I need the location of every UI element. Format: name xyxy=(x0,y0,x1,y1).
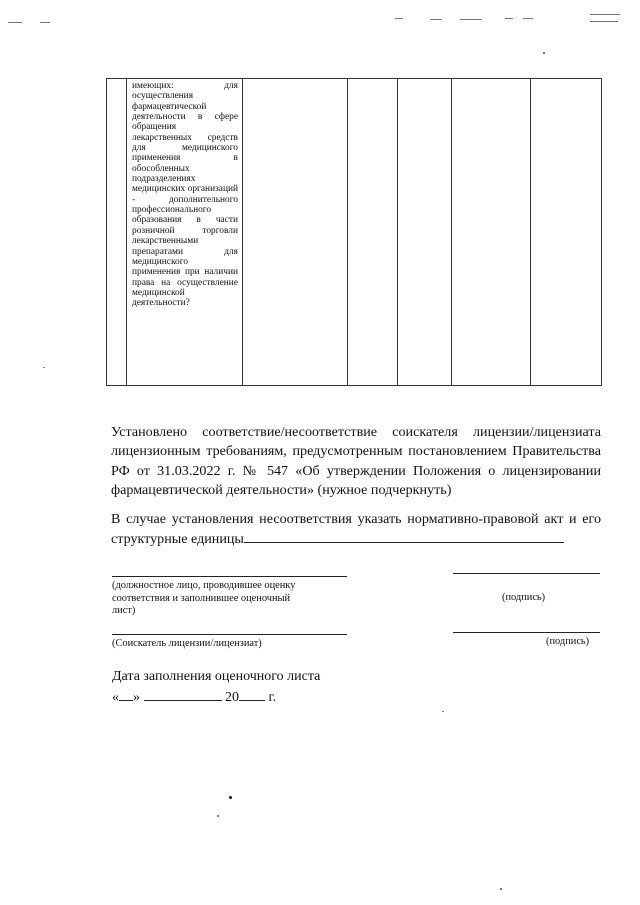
scan-mark xyxy=(505,18,513,19)
question-text: имеющих: для осуществления фармацевтической деятельности в сфере обращения лекарственных средств для медицинского применения в обособленных подразделениях медицинских организаций - дополнительного профессионального образования в части розничной торговли лекарственными препаратами для медицинского применения при наличии права на осуществление медицинской деятельности? xyxy=(132,81,238,309)
applicant-name-line[interactable] xyxy=(112,634,347,635)
nonconformity-text: В случае установления несоответствия указать нормативно-правовой акт и его структурные единицы xyxy=(111,511,601,548)
nonconformity-blank-line[interactable] xyxy=(244,529,564,543)
scan-mark xyxy=(43,367,45,368)
table-cell-number xyxy=(107,79,127,386)
table-cell xyxy=(398,79,452,386)
table-cell-question xyxy=(127,79,243,386)
day-open-quote: « xyxy=(112,690,119,705)
date-line xyxy=(112,687,276,707)
scan-mark xyxy=(590,21,618,22)
nonconformity-paragraph xyxy=(111,510,601,550)
scan-mark xyxy=(460,19,482,20)
conclusion-paragraph: Установлено соответствие/несоответствие соискателя лицензии/лицензиата лицензионным требованиям, предусмотренным постановлением Правительства РФ от 31.03.2022 г. № 547 «Об утверждении Положения о лицензировании фармацевтической деятельности» (нужное подчеркнуть) xyxy=(111,424,601,498)
signature-label-2: (подпись) xyxy=(546,636,590,647)
year-blank[interactable] xyxy=(239,687,265,701)
scan-mark xyxy=(8,22,22,23)
signature-label-1: (подпись) xyxy=(502,592,546,603)
scan-mark xyxy=(442,711,444,712)
month-blank[interactable] xyxy=(144,687,222,701)
scan-mark xyxy=(500,888,502,890)
official-signature-line[interactable] xyxy=(453,573,600,574)
official-name-line[interactable] xyxy=(112,576,347,577)
scan-mark xyxy=(590,14,620,15)
day-blank[interactable] xyxy=(119,687,133,701)
scan-mark xyxy=(395,18,403,19)
official-label: (должностное лицо, проводившее оценку соответствия и заполнившее оценочный лист) xyxy=(112,580,296,617)
scan-mark xyxy=(229,796,232,799)
table-cell xyxy=(243,79,348,386)
table-cell xyxy=(531,79,602,386)
table-row xyxy=(107,79,602,386)
table-cell xyxy=(452,79,531,386)
table-cell xyxy=(348,79,398,386)
scan-mark xyxy=(217,815,219,817)
year-prefix: 20 xyxy=(225,690,239,705)
scan-mark xyxy=(523,18,533,19)
applicant-signature-line[interactable] xyxy=(453,632,600,633)
day-close-quote: » xyxy=(133,690,140,705)
date-title: Дата заполнения оценочного листа xyxy=(112,669,321,684)
year-suffix: г. xyxy=(268,690,277,705)
scan-mark xyxy=(543,52,545,54)
scan-mark xyxy=(40,22,50,23)
applicant-label: (Соискатель лицензии/лицензиат) xyxy=(112,638,262,649)
scan-mark xyxy=(430,19,442,20)
assessment-table xyxy=(106,78,602,386)
